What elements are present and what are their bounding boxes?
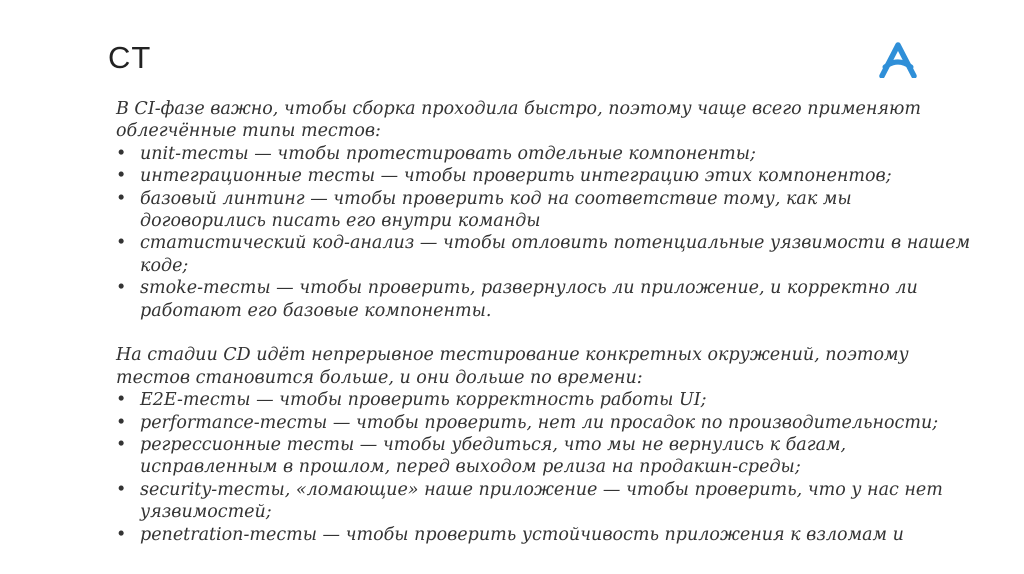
ci-test-list bbox=[116, 143, 976, 322]
list-item: • unit-тесты — чтобы протестировать отдельные компоненты; bbox=[116, 143, 976, 165]
list-item: • базовый линтинг — чтобы проверить код на соответствие тому, как мы договорились писать его внутри команды bbox=[116, 188, 976, 233]
slide-body bbox=[116, 98, 976, 546]
brand-a-logo-icon bbox=[878, 42, 918, 78]
cd-intro: На стадии CD идёт непрерывное тестирование конкретных окружений, поэтому тестов становится больше, и они дольше по времени: bbox=[116, 345, 909, 388]
list-item: • E2E-тесты — чтобы проверить корректность работы UI; bbox=[116, 389, 976, 411]
cd-test-list bbox=[116, 389, 976, 546]
ci-intro: В CI-фазе важно, чтобы сборка проходила быстро, поэтому чаще всего применяют облегчённые типы тестов: bbox=[116, 99, 921, 142]
list-item: • smoke-тесты — чтобы проверить, развернулось ли приложение, и корректно ли работают его базовые компоненты. bbox=[116, 277, 976, 322]
list-item: • статистический код-анализ — чтобы отловить потенциальные уязвимости в нашем коде; bbox=[116, 232, 976, 277]
list-item: • penetration-тесты — чтобы проверить устойчивость приложения к взломам и bbox=[116, 524, 976, 546]
list-item: • интеграционные тесты — чтобы проверить интеграцию этих компонентов; bbox=[116, 165, 976, 187]
list-item: • регрессионные тесты — чтобы убедиться, что мы не вернулись к багам, исправленным в прошлом, перед выходом релиза на продакшн-среды; bbox=[116, 434, 976, 479]
paragraph-gap bbox=[116, 322, 976, 344]
list-item: • performance-тесты — чтобы проверить, нет ли просадок по производительности; bbox=[116, 412, 976, 434]
list-item: • security-тесты, «ломающие» наше приложение — чтобы проверить, что у нас нет уязвимостей; bbox=[116, 479, 976, 524]
slide-title: CT bbox=[108, 40, 152, 75]
